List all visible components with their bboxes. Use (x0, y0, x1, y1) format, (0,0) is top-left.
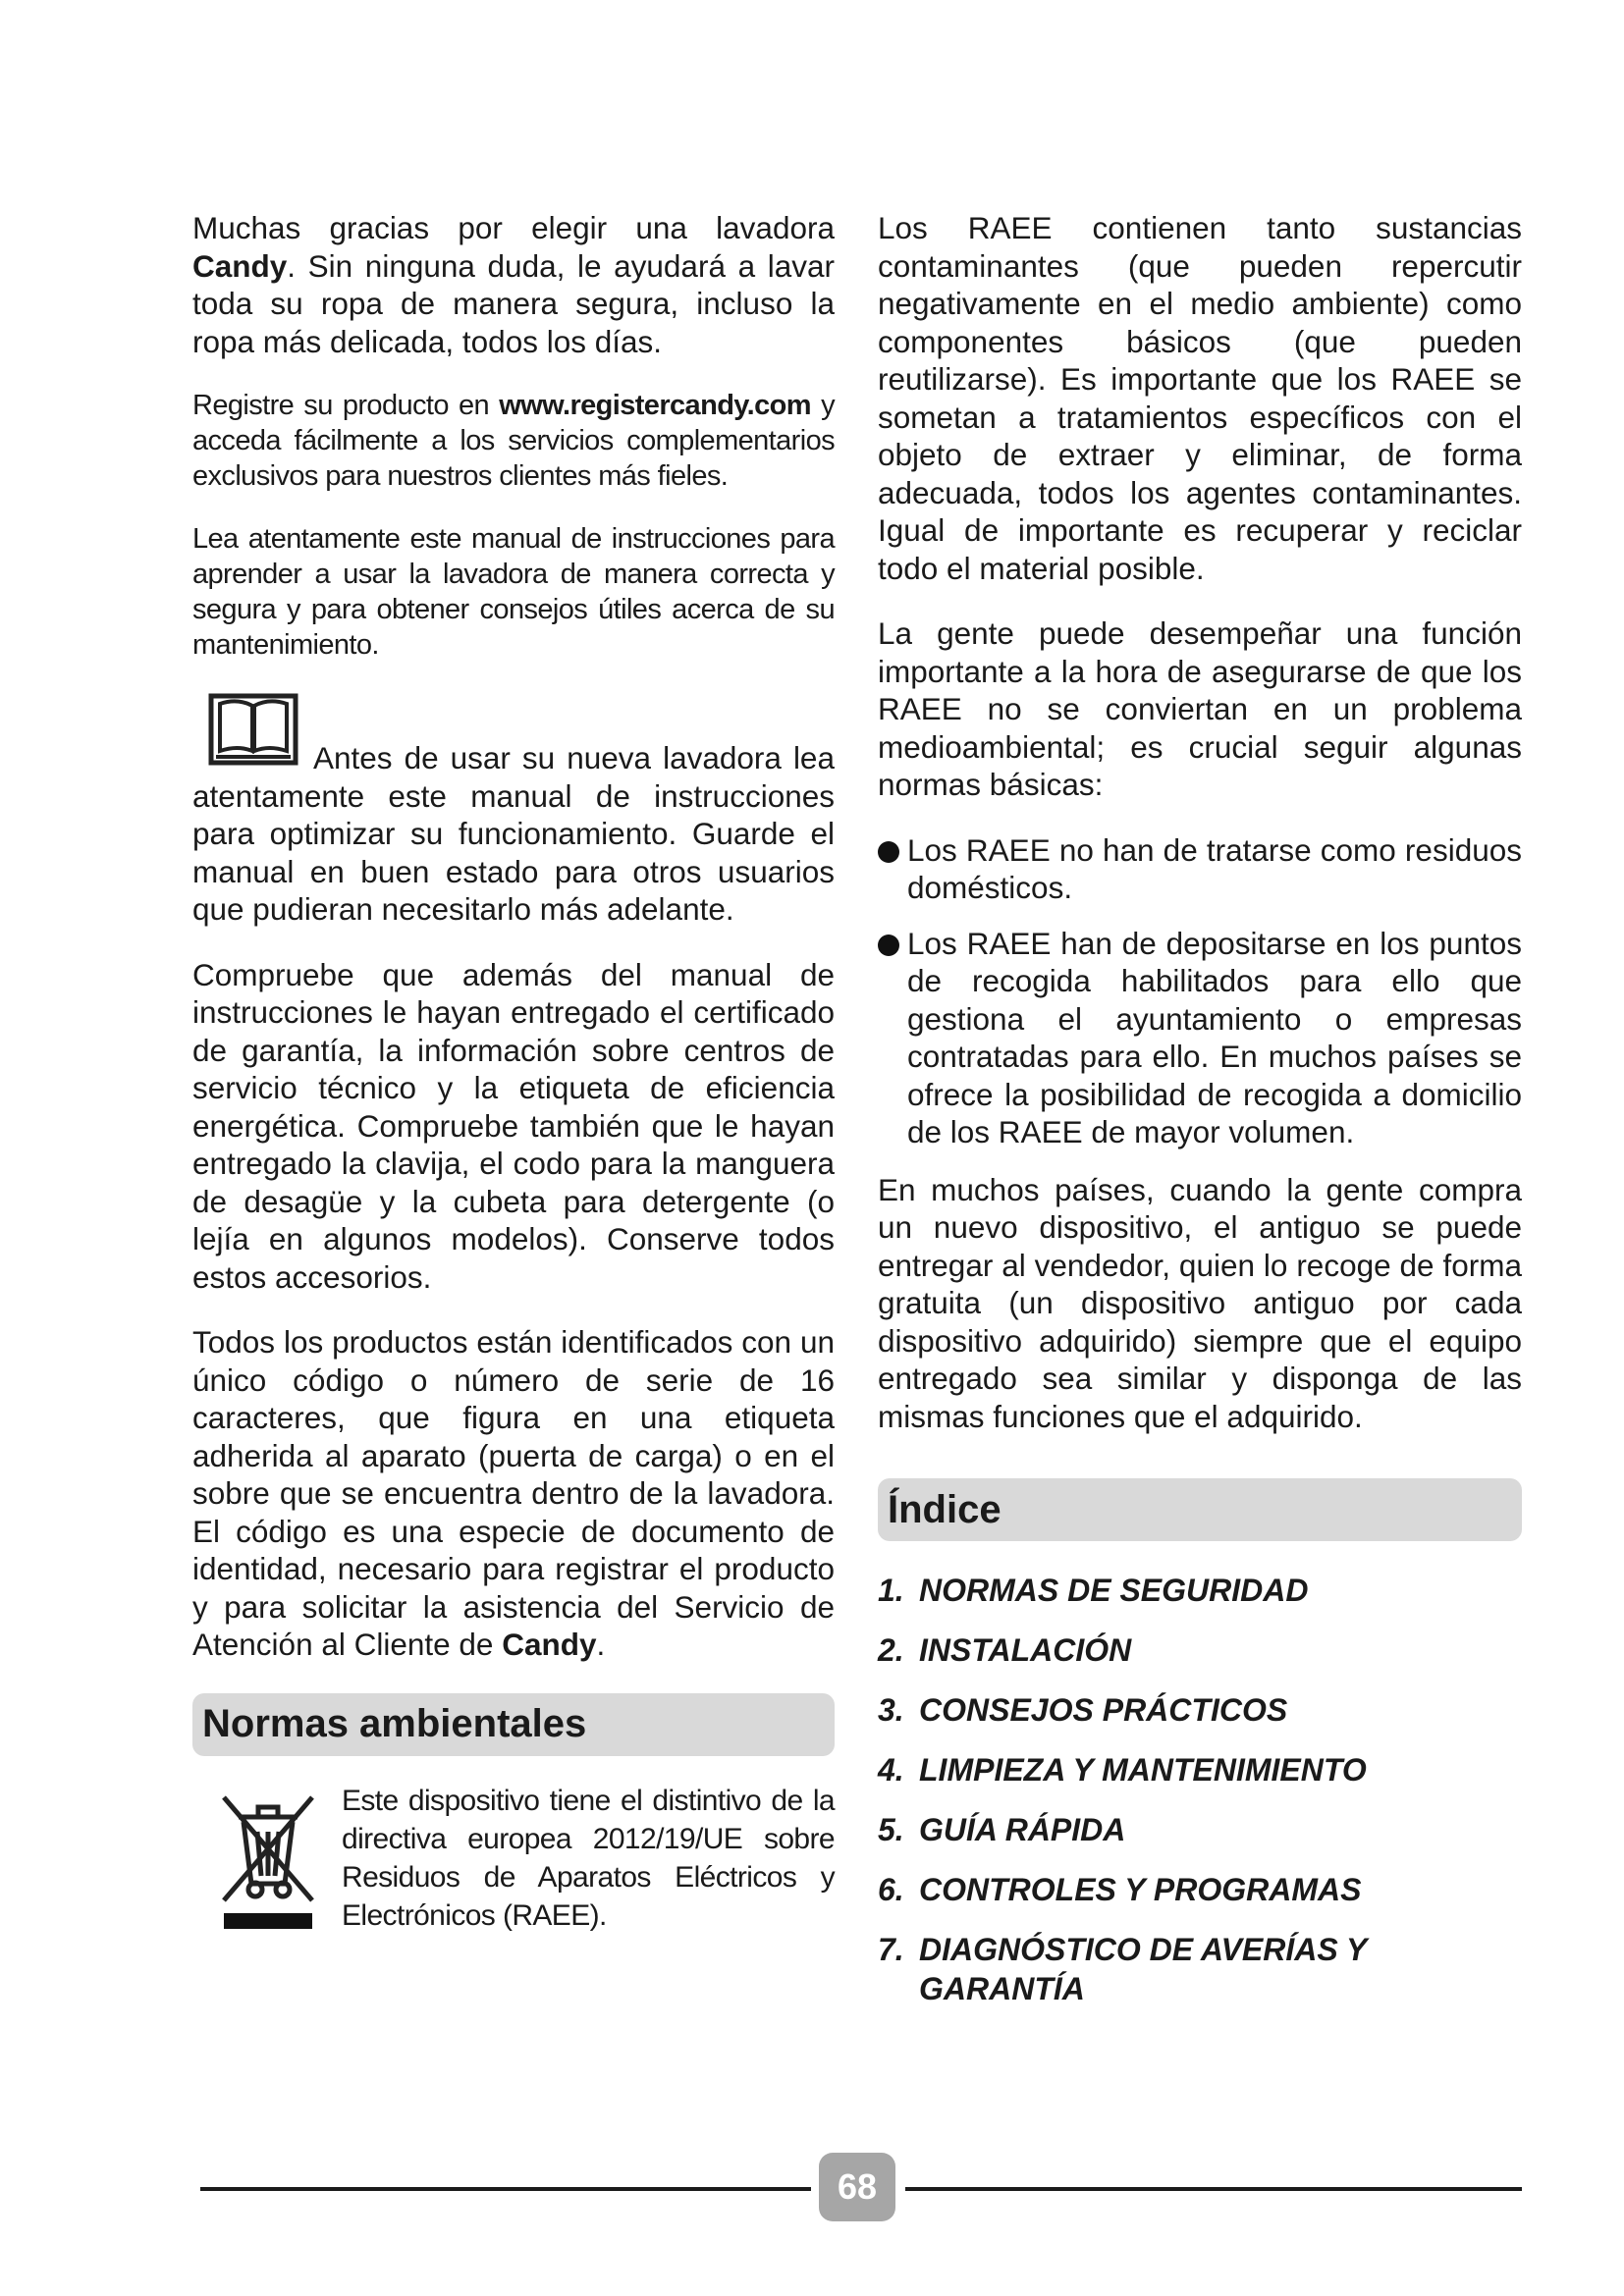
footer-rule-right (905, 2187, 1522, 2191)
read-manual-paragraph: Lea atentamente este manual de instrucciones para aprender a usar la lavadora de manera correcta y segura y para obtener consejos útiles acerca de su mantenimiento. (192, 523, 835, 661)
serial-paragraph: Todos los productos están identificados con un único código o número de serie de 16 caracteres, que figura en una etiqueta adherida al aparato (puerta de carga) o en el sobre que se encuentra dentro de la lavadora. El código es una especie de documento de identidad, necesario para registrar el producto y para solicitar la asistencia del Servicio de Atención al Cliente de Candy. (192, 1324, 835, 1662)
toc-item[interactable]: 3. CONSEJOS PRÁCTICOS (878, 1692, 1288, 1728)
bullet-icon (878, 934, 899, 956)
footer-rule-left (200, 2187, 811, 2191)
raee-paragraph-2: La gente puede desempeñar una función importante a la hora de asegurarse de que los RAEE no se conviertan en un problema medioambiental; es crucial seguir algunas normas básicas: (878, 615, 1522, 802)
raee-paragraph-1: Los RAEE contienen tanto sustancias contaminantes (que pueden repercutir negativamente en el medio ambiente) como componentes básicos (que pueden reutilizarse). Es importante que los RAEE se sometan a tratamientos específicos con el objeto de extraer y eliminar, de forma adecuada, todos los agentes contaminantes. Igual de importante es recuperar y reciclar todo el material posible. (878, 210, 1522, 586)
left-column (192, 209, 835, 1935)
list-item: Los RAEE no han de tratarse como residuos domésticos. (878, 831, 1522, 907)
toc-item[interactable]: 5. GUÍA RÁPIDA (878, 1812, 1126, 1847)
book-icon (208, 690, 298, 767)
right-column (878, 209, 1522, 2029)
before-use-block: Antes de usar su nueva lavadora lea atentamente este manual de instrucciones para optimizar su funcionamiento. Guarde el manual en buen estado para otros usuarios que pudieran necesitarlo más adelante. (192, 690, 835, 929)
section-heading-index: Índice (878, 1478, 1522, 1541)
section-heading-environment: Normas ambientales (192, 1693, 835, 1756)
weee-bin-icon (214, 1788, 322, 1935)
toc-item[interactable]: 1. NORMAS DE SEGURIDAD (878, 1573, 1309, 1608)
weee-block (192, 1782, 835, 1935)
bullet-icon (878, 841, 899, 863)
check-items-paragraph: Compruebe que además del manual de instrucciones le hayan entregado el certificado de garantía, la información sobre centros de servicio técnico y la etiqueta de eficiencia energética. Compruebe también que le hayan entregado la clavija, el codo para la manguera de desagüe y la cubeta para detergente (o lejía en algunos modelos). Conserve todos estos accesorios. (192, 956, 835, 1295)
toc-item[interactable]: 2. INSTALACIÓN (878, 1632, 1132, 1668)
raee-paragraph-3: En muchos países, cuando la gente compra un nuevo dispositivo, el antiguo se puede entregar al vendedor, quien lo recoge de forma gratuita (un dispositivo antiguo por cada dispositivo adquirido) siempre que el equipo entregado sea similar y disponga de las mismas funciones que el adquirido. (878, 1171, 1522, 1434)
raee-rules-list (878, 831, 1522, 1151)
intro-paragraph: Muchas gracias por elegir una lavadora Candy. Sin ninguna duda, le ayudará a lavar toda su ropa de manera segura, incluso la ropa más delicada, todos los días. (192, 210, 835, 359)
weee-text: Este dispositivo tiene el distintivo de la directiva europea 2012/19/UE sobre Residuos de Aparatos Eléctricos y Electrónicos (RAEE). (342, 1784, 835, 1932)
register-paragraph: Registre su producto en www.registercandy.com y acceda fácilmente a los servicios complementarios exclusivos para nuestros clientes más fieles. (192, 390, 835, 492)
page-number-badge: 68 (819, 2153, 895, 2221)
list-item: Los RAEE han de depositarse en los puntos de recogida habilitados para ello que gestiona el ayuntamiento o empresas contratadas para ello. En muchos países se ofrece la posibilidad de recogida a domicilio de los RAEE de mayor volumen. (878, 925, 1522, 1151)
toc-item[interactable]: 7. DIAGNÓSTICO DE AVERÍAS Y GARANTÍA (878, 1932, 1367, 2006)
table-of-contents (878, 1571, 1522, 2008)
toc-item[interactable]: 4. LIMPIEZA Y MANTENIMIENTO (878, 1752, 1367, 1788)
toc-item[interactable]: 6. CONTROLES Y PROGRAMAS (878, 1872, 1362, 1907)
register-url: www.registercandy.com (499, 390, 811, 421)
